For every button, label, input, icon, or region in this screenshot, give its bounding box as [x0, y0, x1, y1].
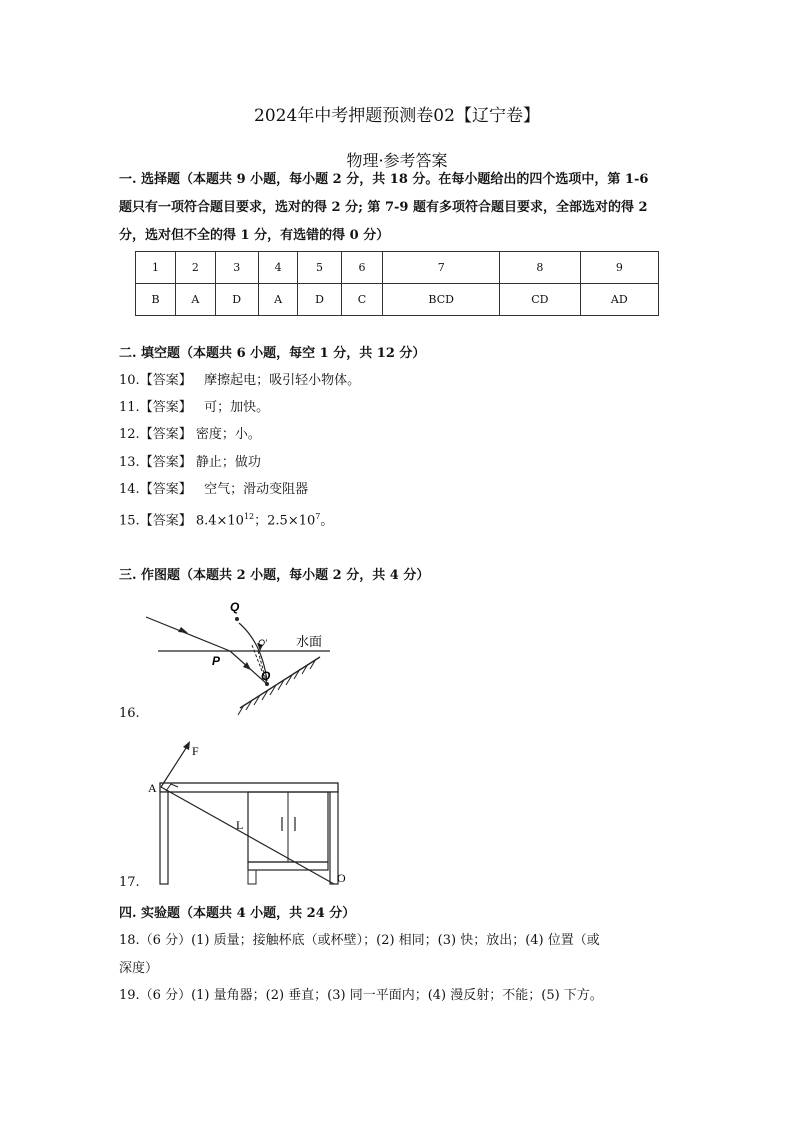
answer-text: 静止；做功 — [195, 455, 261, 470]
section1-intro — [119, 166, 679, 250]
cabinet-base — [248, 862, 328, 870]
ray-arrow-icon — [178, 627, 188, 633]
answer-separator: ； — [254, 513, 268, 529]
answer-cell: D — [298, 284, 341, 316]
section1-intro-line2: 题只有一项符合题目要求，选对的得 2 分; 第 7-9 题有多项符合题目要求，全部选对的得 2 — [119, 200, 648, 215]
answer-table — [135, 251, 659, 316]
question-number: 9 — [580, 252, 658, 284]
answer-text: 摩擦起电；吸引轻小物体。 — [204, 373, 361, 388]
table-lever-diagram — [140, 735, 370, 890]
answer-cell: AD — [580, 284, 658, 316]
answer-cell: C — [341, 284, 383, 316]
answer-b-base: 2.5×10 — [267, 513, 316, 529]
answer-a-exponent: 12 — [243, 512, 255, 521]
question-number: 5 — [298, 252, 341, 284]
label-f: F — [192, 744, 199, 758]
answer-tag: 【答案】 — [139, 427, 192, 442]
cabinet-foot — [248, 870, 256, 884]
answer-item-14 — [119, 480, 308, 500]
section2-heading: 二. 填空题（本题共 6 小题，每空 1 分，共 12 分） — [119, 346, 426, 361]
question-number: 7 — [383, 252, 500, 284]
answer-text: 密度；小。 — [195, 427, 261, 442]
question-number: 2 — [176, 252, 215, 284]
question-number: 1 — [136, 252, 176, 284]
answer-tag: 【答案】 — [139, 513, 192, 529]
refraction-diagram — [140, 595, 340, 720]
figure17-number: 17. — [119, 875, 140, 890]
item-number: 11. — [119, 400, 140, 415]
table-left-leg — [160, 792, 168, 884]
label-a: A — [148, 781, 157, 795]
answer-b-exponent: 7 — [315, 512, 321, 521]
label-q: Q — [230, 600, 240, 614]
answer-item-19: 19.（6 分）(1) 量角器；(2) 垂直；(3) 同一平面内；(4) 漫反射；不能；(5) 下方。 — [119, 988, 603, 1003]
answer-table-question-row — [136, 252, 659, 284]
answer-item-18-line1: 18.（6 分）(1) 质量；接触杯底（或杯壁）；(2) 相同；(3) 快；放出；(4) 位置（或 — [119, 933, 600, 948]
label-o: O — [337, 871, 346, 885]
section1-intro-line1: 一. 选择题（本题共 9 小题，每小题 2 分，共 18 分。在每小题给出的四个选项中，第 1-6 — [119, 172, 649, 187]
item-number: 15. — [119, 513, 140, 529]
item-number: 10. — [119, 373, 140, 388]
section4-heading: 四. 实验题（本题共 4 小题，共 24 分） — [119, 906, 356, 921]
page-title: 2024年中考押题预测卷02【辽宁卷】 — [254, 106, 540, 126]
answer-item-12 — [119, 425, 261, 445]
answer-cell: D — [215, 284, 258, 316]
answer-tag: 【答案】 — [139, 400, 192, 415]
label-water-surface: 水面 — [296, 634, 323, 649]
page-subtitle: 物理·参考答案 — [346, 151, 448, 170]
answer-item-18-line2: 深度） — [119, 961, 159, 976]
section3-heading: 三. 作图题（本题共 2 小题，每小题 2 分，共 4 分） — [119, 568, 430, 583]
answer-text: 空气；滑动变阻器 — [204, 482, 309, 497]
answer-cell: B — [136, 284, 176, 316]
answer-cell: CD — [500, 284, 580, 316]
label-o: O — [261, 669, 271, 683]
answer-cell: BCD — [383, 284, 500, 316]
answer-table-answer-row — [136, 284, 659, 316]
answer-tag: 【答案】 — [139, 373, 192, 388]
answer-a-base: 8.4×10 — [195, 513, 244, 529]
question-number: 4 — [258, 252, 297, 284]
answer-cell: A — [258, 284, 297, 316]
item-number: 13. — [119, 455, 140, 470]
force-arrow — [161, 745, 188, 787]
label-p: P — [212, 654, 221, 668]
answer-item-13 — [119, 453, 261, 473]
item-number: 14. — [119, 482, 140, 497]
answer-tag: 【答案】 — [139, 482, 192, 497]
answer-tag: 【答案】 — [139, 455, 192, 470]
point-q — [235, 617, 239, 621]
force-arrow-head-icon — [183, 741, 190, 750]
answer-text: 可；加快。 — [204, 400, 270, 415]
label-o-prime: O′ — [258, 638, 267, 648]
section1-intro-line3: 分，选对但不全的得 1 分，有选错的得 0 分） — [119, 228, 390, 243]
figure16-number: 16. — [119, 706, 140, 721]
question-number: 8 — [500, 252, 580, 284]
question-number: 6 — [341, 252, 383, 284]
answer-item-11 — [119, 398, 269, 418]
answer-end: 。 — [320, 513, 334, 529]
answer-item-15 — [119, 507, 333, 531]
question-number: 3 — [215, 252, 258, 284]
answer-item-10 — [119, 371, 360, 391]
answer-cell: A — [176, 284, 215, 316]
label-l: L — [236, 818, 244, 832]
table-top — [160, 783, 338, 792]
incident-ray — [146, 617, 230, 651]
item-number: 12. — [119, 427, 140, 442]
